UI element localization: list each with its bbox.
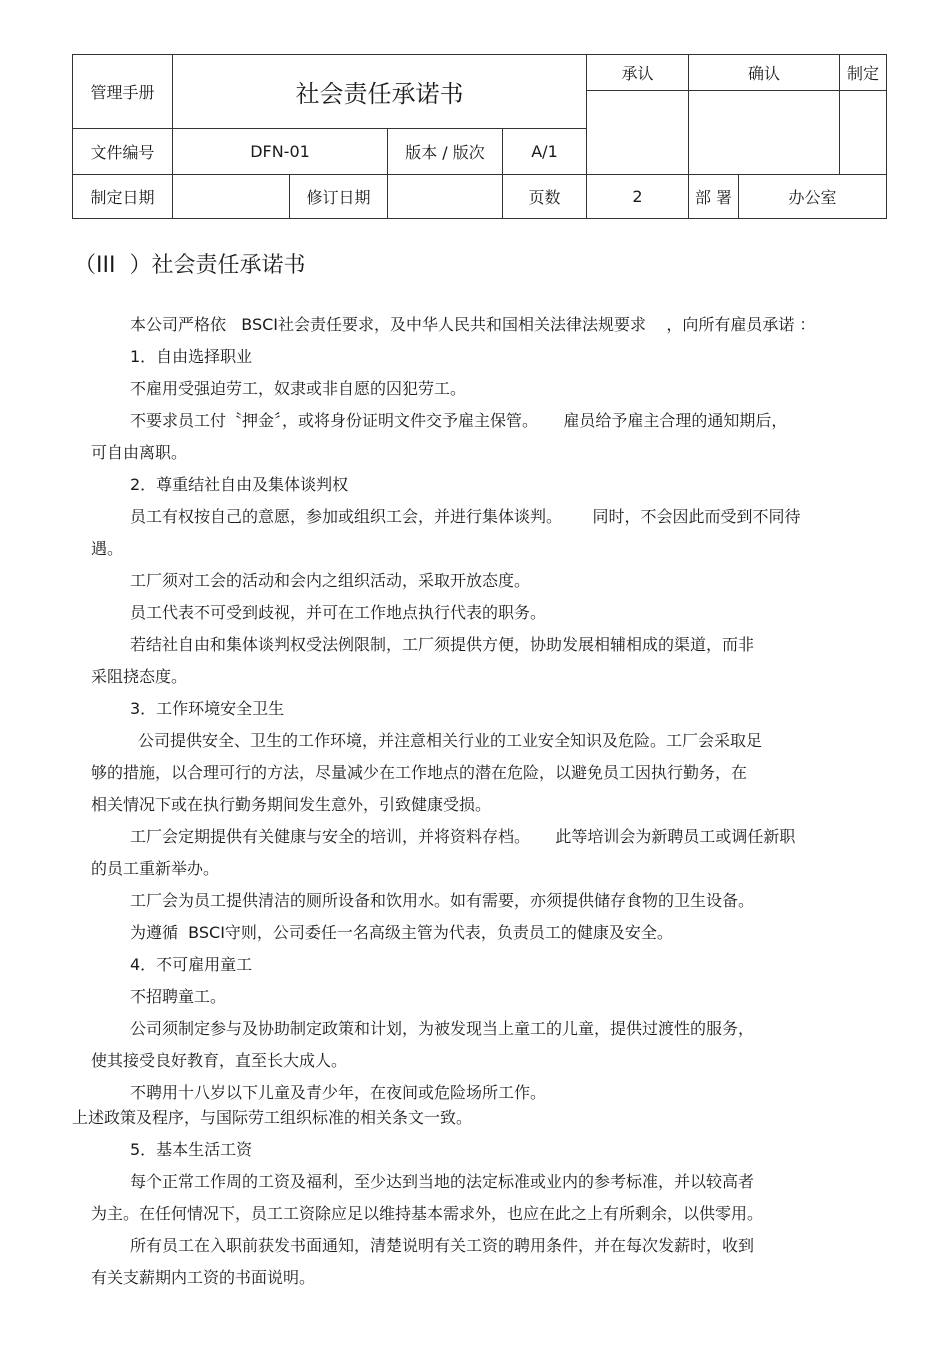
create-signature-box — [840, 91, 887, 175]
paragraph-line: 若结社自由和集体谈判权受法例限制，工厂须提供方便，协助发展相辅相成的渠道，而非 — [130, 635, 755, 654]
paragraph-line: 不要求员工付〝押金〞，或将身份证明文件交予雇主保管。 雇员给予雇主合理的通知期后， — [130, 411, 788, 430]
version-label: 版本 / 版次 — [388, 129, 503, 175]
paragraph-line: 每个正常工作周的工资及福利，至少达到当地的法定标准或业内的参考标准，并以较高者 — [130, 1172, 755, 1191]
paragraph-line: 上述政策及程序，与国际劳工组织标准的相关条文一致。 — [72, 1108, 473, 1127]
approve-label: 承认 — [587, 55, 689, 91]
paragraph-line: 相关情况下或在执行勤务期间发生意外，引致健康受损。 — [91, 795, 492, 814]
paragraph-line: 公司提供安全、卫生的工作环境，并注意相关行业的工业安全知识及危险。工厂会采取足 — [138, 731, 763, 750]
file-no-label: 文件编号 — [73, 129, 173, 175]
paragraph-line: 公司须制定参与及协助制定政策和计划，为被发现当上童工的儿童，提供过渡性的服务， — [130, 1019, 755, 1038]
paragraph-line: 有关支薪期内工资的书面说明。 — [91, 1268, 316, 1287]
paragraph-line: 遇。 — [91, 539, 124, 558]
paragraph-line: 够的措施，以合理可行的方法，尽量减少在工作地点的潜在危险，以避免员工因执行勤务，在 — [91, 763, 748, 782]
document-header-table — [72, 54, 887, 219]
paragraph-line: 本公司严格依 BSCI社会责任要求，及中华人民共和国相关法律法规要求 ，向所有雇员承诺 ： — [130, 315, 816, 334]
paragraph-line: 的员工重新举办。 — [91, 859, 220, 878]
paragraph-line: 员工代表不可受到歧视，并可在工作地点执行代表的职务。 — [130, 603, 547, 622]
confirm-label: 确认 — [689, 55, 840, 91]
approve-signature-box — [587, 91, 689, 175]
paragraph-line: 不聘用十八岁以下儿童及青少年，在夜间或危险场所工作。 — [130, 1083, 547, 1102]
paragraph-line: 员工有权按自己的意愿，参加或组织工会，并进行集体谈判。 同时，不会因此而受到不同待 — [130, 507, 801, 526]
paragraph-line: 工厂须对工会的活动和会内之组织活动，采取开放态度。 — [130, 571, 531, 590]
version-value: A/1 — [503, 129, 587, 175]
paragraph-line: 使其接受良好教育，直至长大成人。 — [91, 1051, 348, 1070]
item-heading: 1．自由选择职业 — [130, 347, 253, 366]
create-date-label: 制定日期 — [73, 175, 173, 219]
paragraph-line: 为主。在任何情况下，员工工资除应足以维持基本需求外，也应在此之上有所剩余，以供零用。 — [91, 1204, 764, 1223]
pages-label: 页数 — [503, 175, 587, 219]
create-date-value — [173, 175, 290, 219]
paragraph-line: 为遵循 BSCI守则，公司委任一名高级主管为代表，负责员工的健康及安全。 — [130, 923, 673, 942]
file-no-value: DFN-01 — [173, 129, 388, 175]
dept-value: 办公室 — [739, 175, 887, 219]
dept-label: 部 署 — [689, 175, 739, 219]
create-label: 制定 — [840, 55, 887, 91]
revise-date-value — [388, 175, 503, 219]
paragraph-line: 不招聘童工。 — [130, 987, 227, 1006]
section-title: （III ）社会责任承诺书 — [74, 253, 306, 278]
confirm-signature-box — [689, 91, 840, 175]
revise-date-label: 修订日期 — [290, 175, 388, 219]
paragraph-line: 不雇用受强迫劳工，奴隶或非自愿的囚犯劳工。 — [130, 379, 467, 398]
item-heading: 2．尊重结社自由及集体谈判权 — [130, 475, 349, 494]
paragraph-line: 可自由离职。 — [91, 443, 188, 462]
item-heading: 3．工作环境安全卫生 — [130, 699, 285, 718]
paragraph-line: 采阻挠态度。 — [91, 667, 188, 686]
manual-label: 管理手册 — [73, 55, 173, 129]
paragraph-line: 工厂会定期提供有关健康与安全的培训，并将资料存档。 此等培训会为新聘员工或调任新职 — [130, 827, 796, 846]
pages-value: 2 — [587, 175, 689, 219]
item-heading: 4．不可雇用童工 — [130, 955, 253, 974]
document-title: 社会责任承诺书 — [173, 55, 587, 129]
paragraph-line: 所有员工在入职前获发书面通知，清楚说明有关工资的聘用条件，并在每次发薪时，收到 — [130, 1236, 755, 1255]
paragraph-line: 工厂会为员工提供清洁的厕所设备和饮用水。如有需要，亦须提供储存食物的卫生设备。 — [130, 891, 755, 910]
item-heading: 5．基本生活工资 — [130, 1140, 253, 1159]
